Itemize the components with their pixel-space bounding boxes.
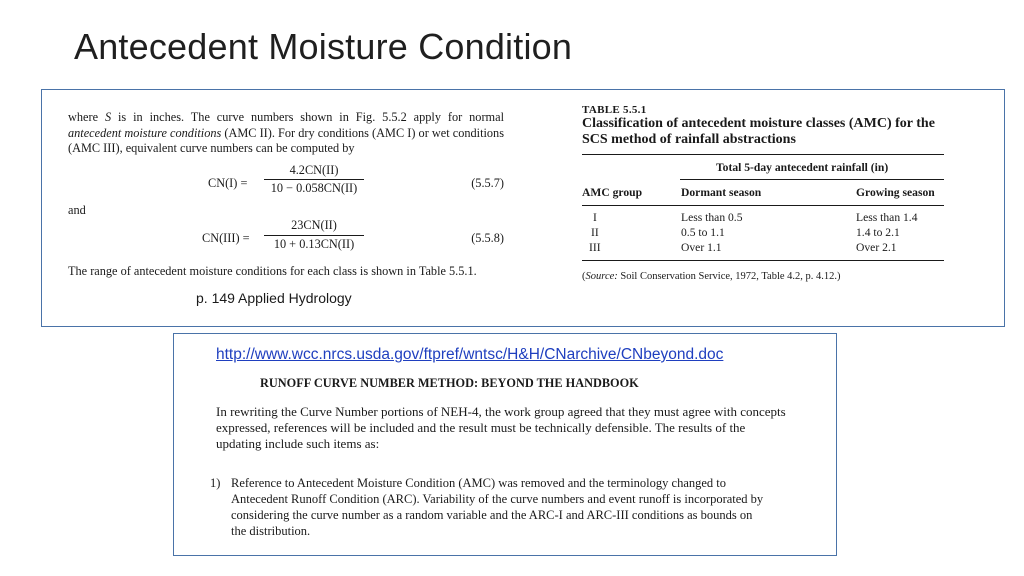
table-source: (Source: Soil Conservation Service, 1972, Table 4.2, p. 4.12.) (582, 271, 841, 282)
table-source-label: Source: (585, 271, 618, 282)
table-label: TABLE 5.5.1 (582, 104, 647, 116)
list-item-text: Reference to Antecedent Moisture Condition (AMC) was removed and the terminology changed to Antecedent Runoff Condition (ARC). Variability of the curve numbers and event runoff is incorporated by considering the curve number as a random variable and the ARC-I and ARC-III conditions as bounds on the distribution. (231, 476, 764, 538)
equation-denominator: 10 + 0.13CN(II) (273, 236, 355, 251)
excerpt-text: is in inches. The curve numbers shown in Fig. 5.5.2 apply for normal (111, 110, 504, 124)
table-bottom-rule (582, 260, 944, 261)
equation-5-5-8 (68, 218, 504, 258)
equation-5-5-7 (68, 163, 504, 203)
excerpt-and: and (68, 202, 86, 217)
equation-number: (5.5.8) (471, 231, 504, 245)
table-column-header: Dormant season (681, 186, 762, 199)
excerpt-paragraph-1 (68, 110, 504, 157)
excerpt-emphasis: antecedent moisture conditions (68, 125, 222, 140)
table-header-rule (582, 205, 944, 206)
equation-numerator: 23CN(II) (264, 218, 364, 236)
equation-number: (5.5.7) (471, 175, 504, 190)
excerpt-paragraph-2: The range of antecedent moisture conditions for each class is shown in Table 5.5.1. (68, 264, 477, 278)
excerpt-text: where (68, 110, 105, 124)
table-column-header: AMC group (582, 186, 643, 199)
table-cell: III (589, 241, 601, 254)
equation-numerator: 4.2CN(II) (264, 163, 364, 181)
table-cell: 0.5 to 1.1 (681, 226, 725, 239)
slide-title: Antecedent Moisture Condition (74, 26, 573, 67)
amc-table (582, 104, 944, 282)
document-paragraph: In rewriting the Curve Number portions of NEH-4, the work group agreed that they must agree with concepts expressed, references will be included and the result must be technically defensible. The results of the updating include such items as: (216, 404, 786, 451)
textbook-excerpt-frame (41, 89, 1005, 327)
excerpt-text: (AMC II). For dry conditions (AMC I) or wet conditions (AMC III), equivalent curve numbers can be computed by (68, 125, 504, 155)
list-item-number: 1) (210, 476, 221, 490)
excerpt-caption: p. 149 Applied Hydrology (196, 290, 352, 306)
nrcs-document-link[interactable]: http://www.wcc.nrcs.usda.gov/ftpref/wntsc/H&H/CNarchive/CNbeyond.doc (216, 346, 724, 363)
table-cell: I (593, 211, 597, 224)
table-cell: Less than 1.4 (856, 211, 918, 224)
document-heading: RUNOFF CURVE NUMBER METHOD: BEYOND THE HANDBOOK (260, 376, 639, 390)
table-title: Classification of antecedent moisture classes (AMC) for the SCS method of rainfall abstractions (582, 116, 935, 147)
table-cell: Less than 0.5 (681, 211, 743, 224)
document-list-item (210, 475, 770, 539)
table-column-header: Growing season (856, 186, 935, 199)
table-cell: Over 2.1 (856, 241, 897, 254)
table-body (582, 155, 944, 265)
equation-lhs: CN(III) = (202, 231, 250, 245)
equation-denominator: 10 − 0.058CN(II) (270, 181, 358, 195)
table-cell: II (591, 226, 599, 239)
table-span-header: Total 5-day antecedent rainfall (in) (716, 161, 889, 174)
textbook-excerpt (68, 110, 504, 280)
nrcs-document-frame (173, 333, 837, 556)
table-cell: Over 1.1 (681, 241, 722, 254)
equation-lhs: CN(I) = (208, 175, 248, 190)
equation-fraction (264, 163, 364, 197)
table-cell: 1.4 to 2.1 (856, 226, 900, 239)
table-span-rule (680, 179, 944, 180)
table-source-text: Soil Conservation Service, 1972, Table 4.2, p. 4.12.) (617, 271, 841, 282)
equation-fraction (264, 218, 364, 252)
excerpt-variable-s: S (104, 110, 112, 124)
